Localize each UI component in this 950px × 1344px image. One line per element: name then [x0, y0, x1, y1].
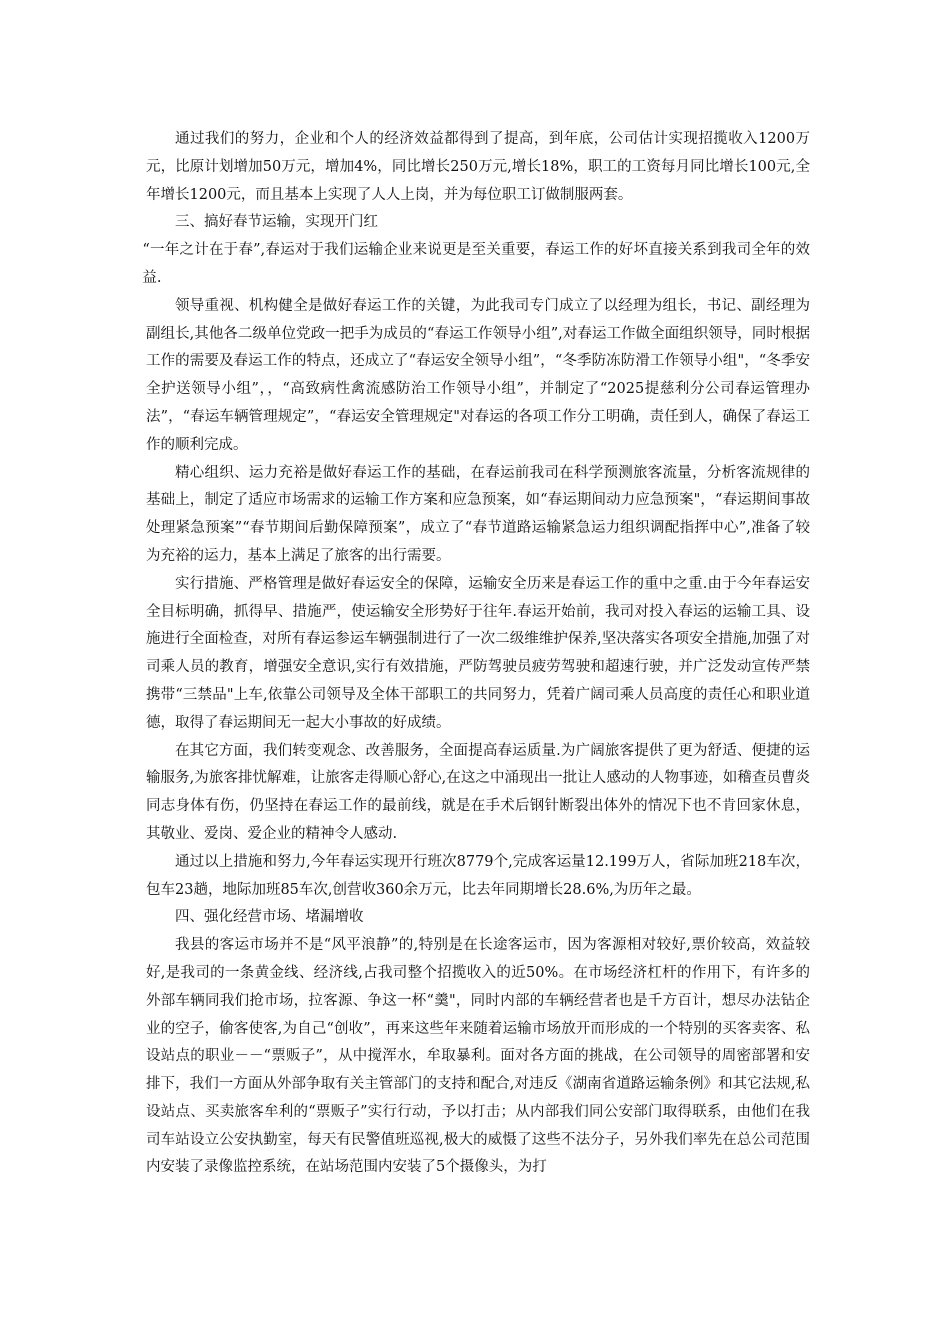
paragraph-service-improvement: 在其它方面，我们转变观念、改善服务，全面提高春运质量.为广阔旅客提供了更为舒适、便捷的运输服务,为旅客排忧解难，让旅客走得顺心舒心,在这之中涌现出一批让人感动的人物事迹，如稽查员曹炎同志身体有伤，仍坚持在春运工作的最前线，就是在手术后钢针断裂出体外的情况下也不肯回家休息，其敬业、爱岗、爱企业的精神令人感动.: [146, 742, 810, 842]
paragraph-organization: 精心组织、运力充裕是做好春运工作的基础，在春运前我司在科学预测旅客流量，分析客流规律的基础上，制定了适应市场需求的运输工作方案和应急预案，如“春运期间动力应急预案"，“春运期间事故处理紧急预案”“春节期间后勤保障预案”，成立了“春节道路运输紧急运力组织调配指挥中心”,准备了较为充裕的运力，基本上满足了旅客的出行需要。: [146, 464, 810, 564]
paragraph-leadership: 领导重视、机构健全是做好春运工作的关键，为此我司专门成立了以经理为组长，书记、副经理为副组长,其他各二级单位党政一把手为成员的“春运工作领导小组”,对春运工作做全面组织领导，同时根据工作的需要及春运工作的特点，还成立了“春运安全领导小组”，“冬季防冻防滑工作领导小组"，“冬季安全护送领导小组”，，“高致病性禽流感防治工作领导小组”，并制定了“2025提慈利分公司春运管理办法”，“春运车辆管理规定”，“春运安全管理规定"对春运的各项工作分工明确，责任到人，确保了春运工作的顺利完成。: [146, 297, 810, 453]
paragraph-market-competition: 我县的客运市场并不是“风平浪静”的,特别是在长途客运市，因为客源相对较好,票价较高，效益较好,是我司的一条黄金线、经济线,占我司整个招揽收入的近50%。在市场经济杠杆的作用下，有许多的外部车辆同我们抢市场，拉客源、争这一杯“羹"，同时内部的车辆经营者也是千方百计，想尽办法钻企业的空子，偷客使客,为自己“创收”，再来这些年来随着运输市场放开而形成的一个特别的买客卖客、私设站点的职业－－“票贩子”，从中搅浑水，牟取暴利。面对各方面的挑战，在公司领导的周密部署和安排下，我们一方面从外部争取有关主管部门的支持和配合,对违反《湖南省道路运输条例》和其它法规,私设站点、买卖旅客牟利的“票贩子”实行行动，予以打击；从内部我们同公安部门取得联系，由他们在我司车站设立公安执勤室，每天有民警值班巡视,极大的威慑了这些不法分子，另外我们率先在总公司范围内安装了录像监控系统，在站场范围内安装了5个摄像头，为打: [146, 937, 810, 1176]
paragraph-spring-importance: “一年之计在于春”,春运对于我们运输企业来说更是至关重要，春运工作的好坏直接关系到我司全年的效益.: [142, 242, 810, 286]
paragraph-spring-results: 通过以上措施和努力,今年春运实现开行班次8779个,完成客运量12.199万人，省际加班218车次，包车23趟，地际加班85车次,创营收360余万元，比去年同期增长28.6%,为历年之最。: [146, 853, 810, 898]
paragraph-safety-measures: 实行措施、严格管理是做好春运安全的保障，运输安全历来是春运工作的重中之重.由于今年春运安全目标明确，抓得早、措施严，使运输安全形势好于往年.春运开始前，我司对投入春运的运输工具、设施进行全面检查，对所有春运参运车辆强制进行了一次二级维维护保养,坚决落实各项安全措施,加强了对司乘人员的教育，增强安全意识,实行有效措施，严防驾驶员疲劳驾驶和超速行驶，并广泛发动宣传严禁携带“三禁品"上车,依靠公司领导及全体干部职工的共同努力，凭着广阔司乘人员高度的责任心和职业道德，取得了春运期间无一起大小事故的好成绩。: [146, 575, 810, 731]
paragraph-income-results: 通过我们的努力，企业和个人的经济效益都得到了提高，到年底，公司估计实现招揽收入1200万元，比原计划增加50万元，增加4%，同比增长250万元,增长18%，职工的工资每月同比增长100元,全年增长1200元，而且基本上实现了人人上岗，并为每位职工订做制服两套。: [146, 131, 810, 203]
document-body: [142, 126, 810, 1182]
section-heading-market: 四、强化经营市场、堵漏增收: [175, 909, 364, 926]
section-heading-spring-transport: 三、搞好春节运输，实现开门红: [175, 214, 378, 231]
